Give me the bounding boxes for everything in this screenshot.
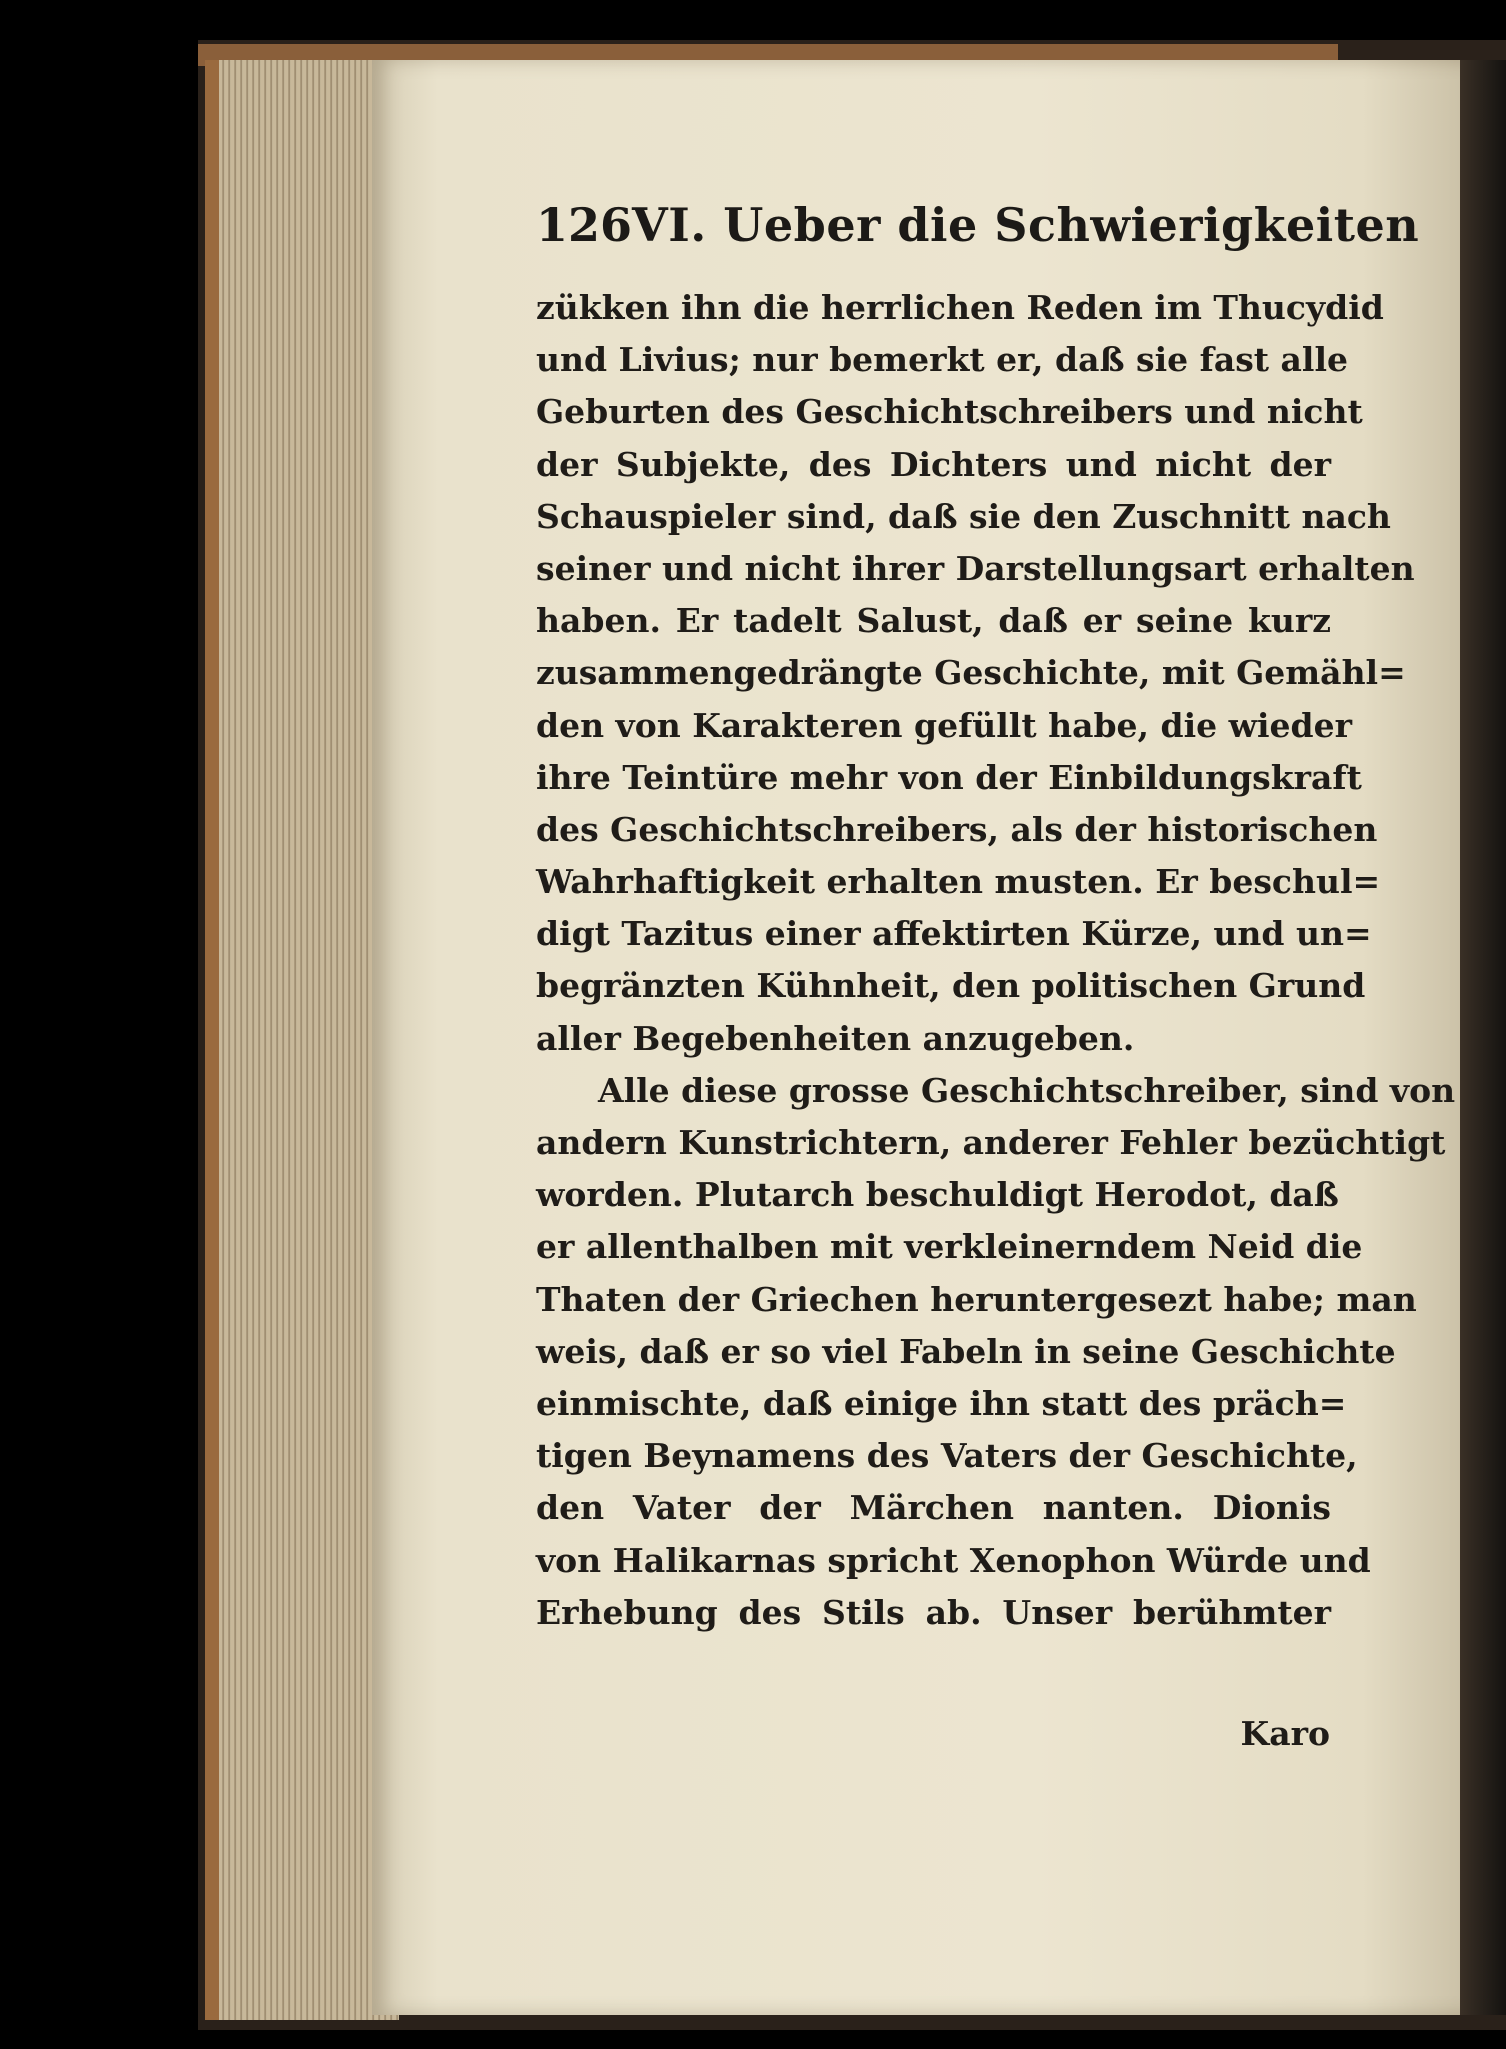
text-line: zusammengedrängte Geschichte, mit Gemähl= (536, 653, 1406, 693)
text-line: haben. Er tadelt Salust, daß er seine kurz (536, 601, 1331, 641)
text-line: andern Kunstrichtern, anderer Fehler bezüchtigt (536, 1123, 1446, 1162)
text-line: ihre Teintüre mehr von der Einbildungskraft (536, 757, 1362, 797)
page-edges (205, 60, 399, 2020)
text-line: Erhebung des Stils ab. Unser berühmter (536, 1592, 1331, 1632)
body-text (536, 282, 1456, 1639)
text-line: des Geschichtschreibers, als der historischen (536, 809, 1378, 849)
text-line: von Halikarnas spricht Xenophon Würde und (536, 1540, 1371, 1580)
text-line: Geburten des Geschichtschreibers und nicht (536, 392, 1363, 432)
text-line: der Subjekte, des Dichters und nicht der (536, 444, 1331, 484)
book-gutter (1460, 60, 1506, 2015)
text-line: aller Begebenheiten anzugeben. (536, 1018, 1135, 1058)
text-line: begränzten Kühnheit, den politischen Grund (536, 966, 1366, 1006)
text-line: einmischte, daß einige ihn statt des präch= (536, 1383, 1347, 1423)
text-line: digt Tazitus einer affektirten Kürze, und un= (536, 914, 1372, 954)
text-line: seiner und nicht ihrer Darstellungsart erhalten (536, 548, 1415, 588)
running-head (536, 198, 1420, 258)
text-line: Thaten der Griechen heruntergesezt habe; man (536, 1279, 1417, 1319)
text-line: und Livius; nur bemerkt er, daß sie fast alle (536, 340, 1348, 380)
text-line: weis, daß er so viel Fabeln in seine Geschichte (536, 1331, 1396, 1371)
running-head-title: VI. Ueber die Schwierigkeiten (632, 198, 1420, 252)
text-line: Schauspieler sind, daß sie den Zuschnitt nach (536, 496, 1391, 536)
catchword: Karo (1240, 1714, 1330, 1753)
text-line: Wahrhaftigkeit erhalten musten. Er beschul= (536, 862, 1381, 902)
text-line: den Vater der Märchen nanten. Dionis (536, 1488, 1331, 1528)
text-line: worden. Plutarch beschuldigt Herodot, daß (536, 1175, 1339, 1215)
text-line: tigen Beynamens des Vaters der Geschichte, (536, 1436, 1358, 1476)
text-line: er allenthalben mit verkleinerndem Neid die (536, 1227, 1363, 1267)
text-line: zükken ihn die herrlichen Reden im Thucydid (536, 288, 1384, 327)
page-number: 126 (536, 198, 633, 252)
text-line: den von Karakteren gefüllt habe, die wieder (536, 705, 1352, 745)
text-line: Alle diese grosse Geschichtschreiber, sind von (598, 1070, 1456, 1110)
